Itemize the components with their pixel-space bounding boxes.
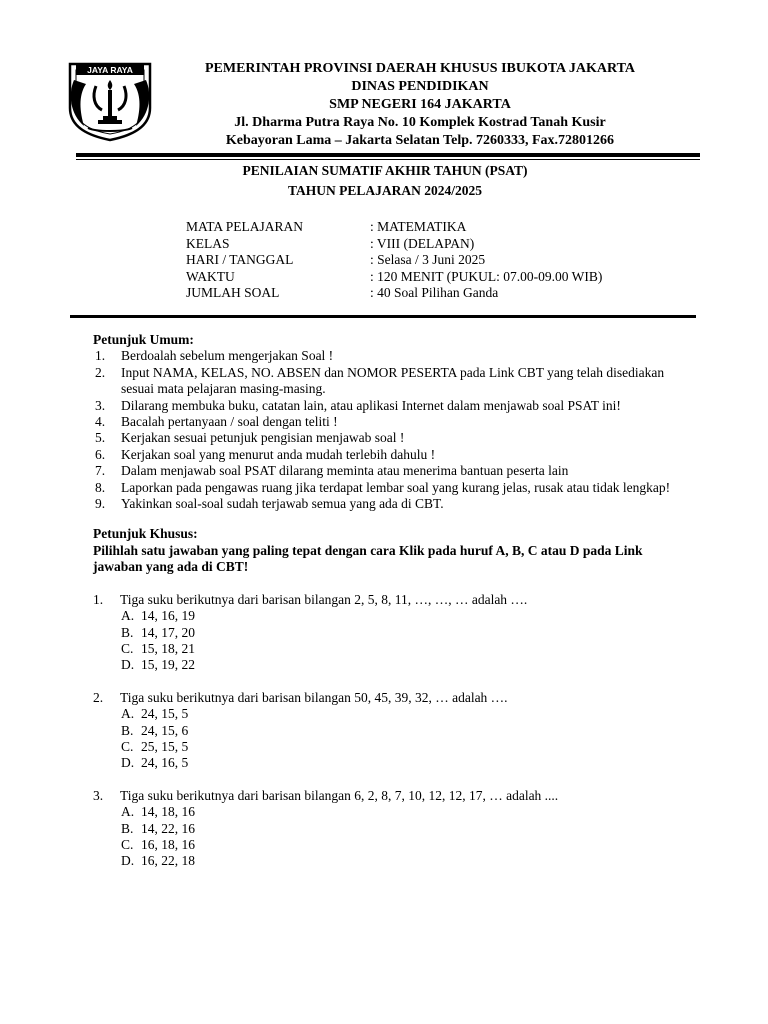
answer-option-a[interactable]: A. 14, 16, 19 xyxy=(121,608,195,624)
instructions-and-questions xyxy=(93,332,693,870)
header-department: DINAS PENDIDIKAN xyxy=(351,79,489,94)
general-instructions-title: Petunjuk Umum: xyxy=(93,332,194,347)
header-address: Jl. Dharma Putra Raya No. 10 Komplek Kostrad Tanah Kusir xyxy=(234,115,606,130)
answer-option-b[interactable]: B. 24, 15, 6 xyxy=(121,722,189,738)
general-instructions-list xyxy=(93,348,693,512)
list-item: 1. Berdoalah sebelum mengerjakan Soal ! xyxy=(95,348,334,364)
info-divider xyxy=(70,315,696,318)
answer-option-b[interactable]: B. 14, 17, 20 xyxy=(121,624,195,640)
list-item: 5. Kerjakan sesuai petunjuk pengisian menjawab soal ! xyxy=(95,430,405,446)
question-text: Tiga suku berikutnya dari barisan bilangan 6, 2, 8, 7, 10, 12, 12, 17, … adalah .... xyxy=(120,787,559,803)
info-row-date: HARI / TANGGAL : Selasa / 3 Juni 2025 xyxy=(186,252,486,267)
question-text: Tiga suku berikutnya dari barisan bilangan 50, 45, 39, 32, … adalah …. xyxy=(120,689,508,705)
answer-option-d[interactable]: D. 16, 22, 18 xyxy=(121,853,195,869)
list-item: 2. Input NAMA, KELAS, NO. ABSEN dan NOMOR PESERTA pada Link CBT yang telah disediakan sesuai mata pelajaran masing-masing. xyxy=(95,364,665,397)
list-item: 9. Yakinkan soal-soal sudah terjawab semua yang ada di CBT. xyxy=(95,496,444,512)
answer-option-a[interactable]: A. 14, 18, 16 xyxy=(121,804,195,820)
question-text: Tiga suku berikutnya dari barisan bilangan 2, 5, 8, 11, …, …, … adalah …. xyxy=(120,591,528,607)
answer-option-d[interactable]: D. 24, 16, 5 xyxy=(121,755,189,771)
answer-option-b[interactable]: B. 14, 22, 16 xyxy=(121,820,195,836)
answer-option-c[interactable]: C. 15, 18, 21 xyxy=(121,640,195,656)
jaya-raya-logo xyxy=(66,62,154,142)
exam-title: PENILAIAN SUMATIF AKHIR TAHUN (PSAT) xyxy=(242,163,528,178)
list-item: 6. Kerjakan soal yang menurut anda mudah terlebih dahulu ! xyxy=(95,446,436,462)
info-row-class: KELAS : VIII (DELAPAN) xyxy=(186,235,475,251)
list-item: 8. Laporkan pada pengawas ruang jika terdapat lembar soal yang kurang jelas, rusak atau tidak lengkap! xyxy=(95,479,671,495)
question-2 xyxy=(93,690,693,772)
question-1 xyxy=(93,592,693,674)
answer-option-c[interactable]: C. 16, 18, 16 xyxy=(121,836,195,852)
specific-instructions-text: Pilihlah satu jawaban yang paling tepat dengan cara Klik pada huruf A, B, C atau D pada Link jawaban yang ada di CBT! xyxy=(93,542,643,575)
specific-instructions-title: Petunjuk Khusus: xyxy=(93,526,198,542)
question-3 xyxy=(93,788,693,870)
question-number: 3. xyxy=(93,787,104,803)
answer-option-d[interactable]: D. 15, 19, 22 xyxy=(121,657,195,673)
list-item: 4. Bacalah pertanyaan / soal dengan teliti ! xyxy=(95,414,338,430)
header-divider-thin xyxy=(76,159,700,160)
header-divider-thick xyxy=(76,153,700,157)
header-contact: Kebayoran Lama – Jakarta Selatan Telp. 7260333, Fax.72801266 xyxy=(225,133,615,148)
question-number: 1. xyxy=(93,591,104,607)
answer-option-c[interactable]: C. 25, 15, 5 xyxy=(121,738,189,754)
header-government: PEMERINTAH PROVINSI DAERAH KHUSUS IBUKOTA JAKARTA xyxy=(204,61,636,76)
question-number: 2. xyxy=(93,689,104,705)
letterhead xyxy=(155,60,685,150)
specific-instructions xyxy=(93,526,693,575)
exam-year: TAHUN PELAJARAN 2024/2025 xyxy=(287,183,482,198)
info-row-subject: MATA PELAJARAN : MATEMATIKA xyxy=(186,219,467,234)
info-row-time: WAKTU : 120 MENIT (PUKUL: 07.00-09.00 WIB) xyxy=(186,268,603,284)
answer-option-a[interactable]: A. 24, 15, 5 xyxy=(121,706,189,722)
header-school: SMP NEGERI 164 JAKARTA xyxy=(329,97,511,112)
exam-info xyxy=(186,219,602,302)
list-item: 7. Dalam menjawab soal PSAT dilarang meminta atau menerima bantuan peserta lain xyxy=(95,463,569,479)
logo-text: JAYA RAYA xyxy=(87,65,133,75)
list-item: 3. Dilarang membuka buku, catatan lain, atau aplikasi Internet dalam menjawab soal PSAT ini! xyxy=(95,397,621,413)
info-row-count: JUMLAH SOAL : 40 Soal Pilihan Ganda xyxy=(186,285,499,300)
